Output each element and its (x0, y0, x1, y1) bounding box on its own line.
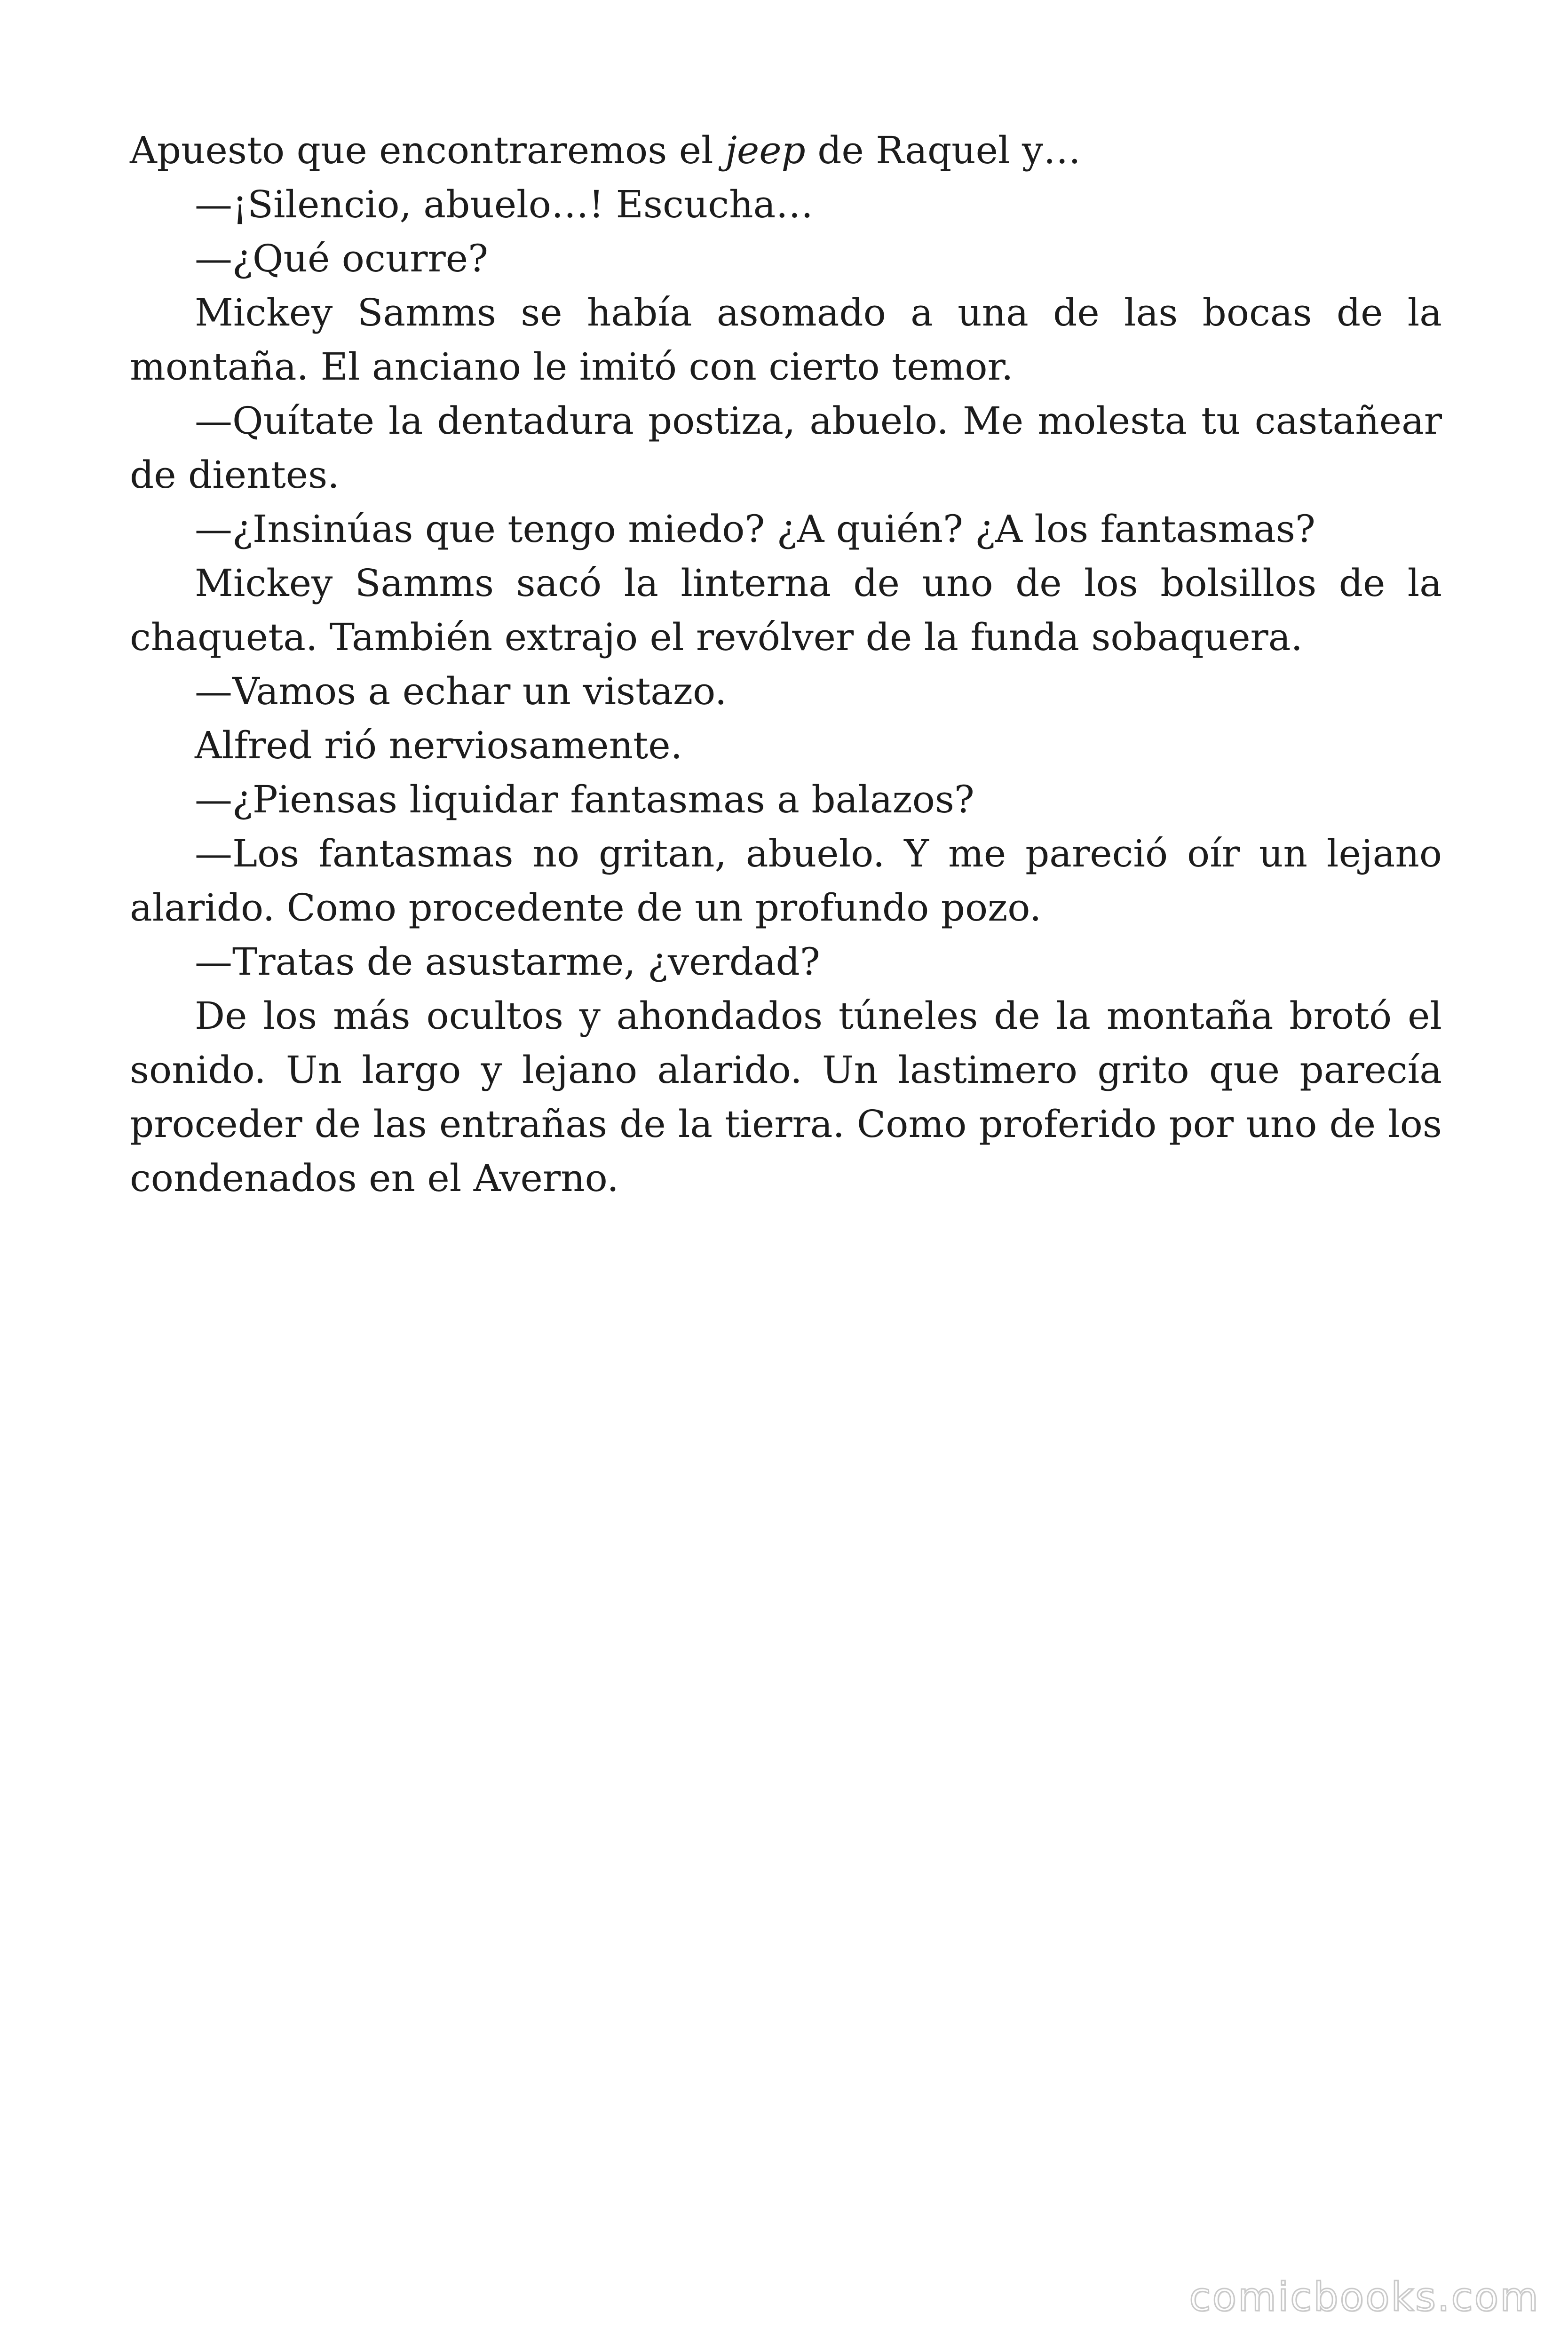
paragraph-4: Mickey Samms se había asomado a una de las bocas de la montaña. El anciano le imitó con cierto temor. (130, 291, 1442, 389)
paragraph-8: —Vamos a echar un vistazo. (195, 669, 727, 713)
watermark: comicbooks.com (1189, 2274, 1540, 2320)
paragraph-9: Alfred rió nerviosamente. (195, 723, 683, 767)
paragraph-12: —Tratas de asustarme, ¿verdad? (195, 940, 820, 984)
paragraph-5: —Quítate la dentadura postiza, abuelo. Me molesta tu castañear de dientes. (130, 399, 1442, 497)
paragraph-11: —Los fantasmas no gritan, abuelo. Y me pareció oír un lejano alarido. Como procedente de un profundo pozo. (130, 832, 1442, 930)
paragraph-1-start: Apuesto que encontraremos el (130, 128, 726, 172)
paragraph-6: —¿Insinúas que tengo miedo? ¿A quién? ¿A los fantasmas? (195, 507, 1315, 551)
paragraph-1 (130, 123, 1442, 177)
italic-word-jeep: jeep (725, 128, 806, 172)
paragraph-2: —¡Silencio, abuelo…! Escucha… (195, 183, 814, 226)
paragraph-3: —¿Qué ocurre? (195, 237, 488, 280)
paragraph-13: De los más ocultos y ahondados túneles de la montaña brotó el sonido. Un largo y lejano alarido. Un lastimero grito que parecía proceder de las entrañas de la tierra. Como proferido por uno de los condenados en el Averno. (130, 994, 1442, 1200)
paragraph-10: —¿Piensas liquidar fantasmas a balazos? (195, 778, 974, 821)
page-body (130, 123, 1442, 1205)
paragraph-7: Mickey Samms sacó la linterna de uno de los bolsillos de la chaqueta. También extrajo el revólver de la funda sobaquera. (130, 561, 1442, 659)
paragraph-1-end: de Raquel y… (805, 128, 1081, 172)
